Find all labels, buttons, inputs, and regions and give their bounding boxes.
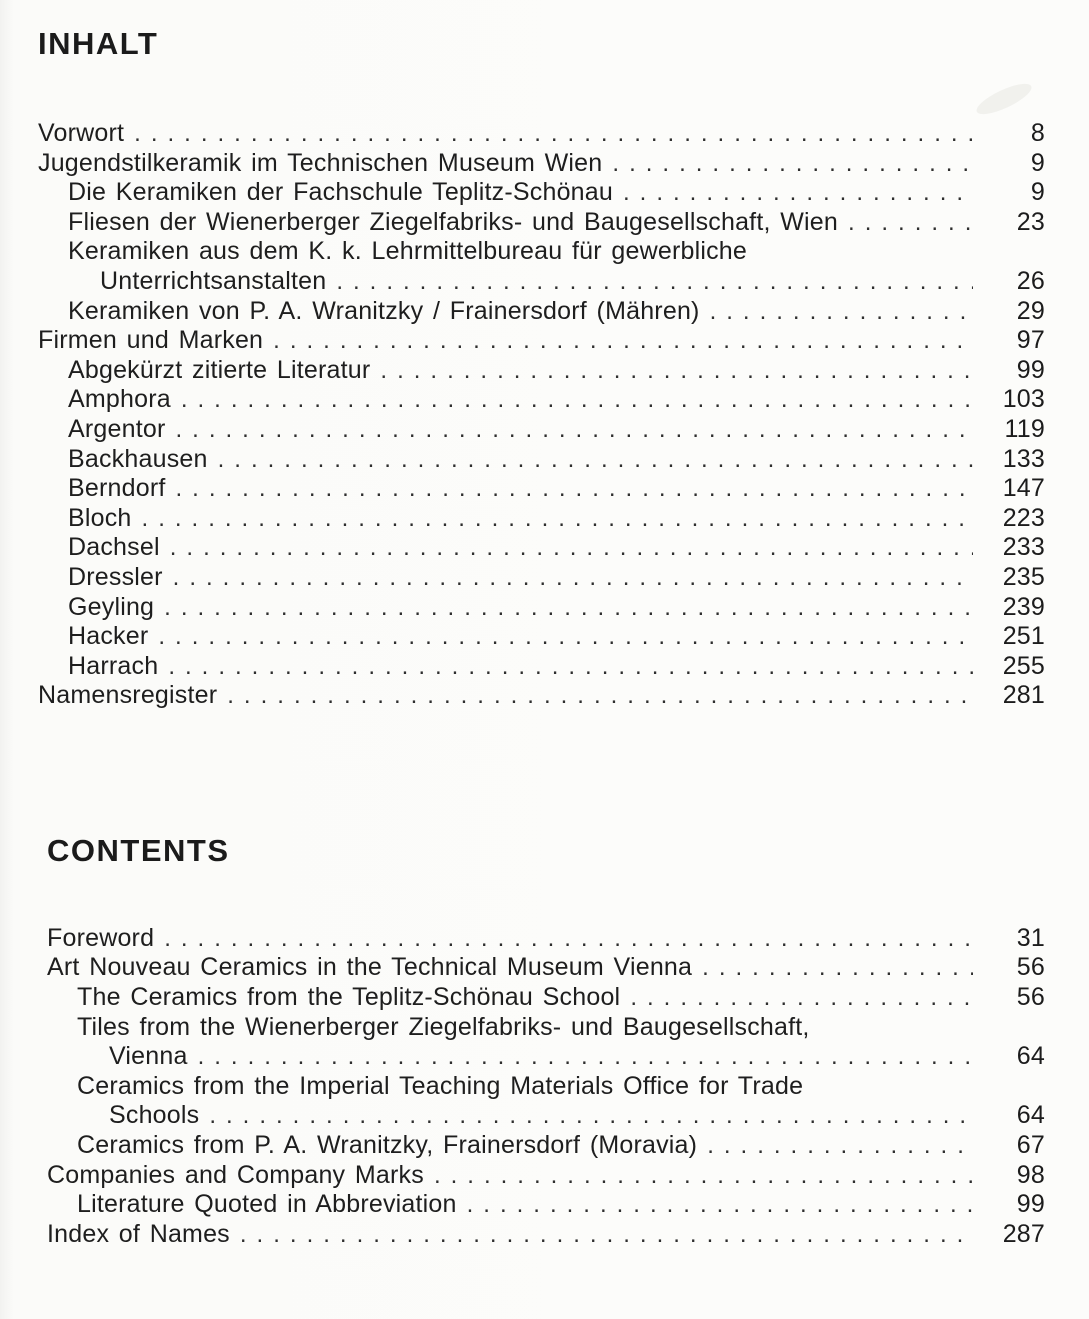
toc-entry-line [47,924,1045,954]
toc-entry-title: Schools [109,1101,200,1130]
toc-entry-line [38,563,1045,593]
page-number: 233 [1002,533,1045,562]
dot-leader [209,1101,973,1131]
toc-entry-title: Berndorf [68,474,166,503]
toc-entry-title: The Ceramics from the Teplitz-Schönau School [77,983,621,1012]
page-number: 23 [1016,207,1045,236]
page-number: 281 [1002,681,1045,710]
toc-entry-line [38,267,1045,297]
toc-entry-title: Hacker [68,622,149,651]
toc-entry-line [38,474,1045,504]
toc-entry-line [38,593,1045,623]
toc-entry-line [38,622,1045,652]
toc-entry-line [38,652,1045,682]
dot-leader [176,415,974,445]
dot-leader [170,533,973,563]
toc-entry-line [47,983,1045,1013]
page-number: 29 [1016,296,1045,325]
page-number: 251 [1002,622,1045,651]
toc-entry-line [38,445,1045,475]
toc-list-inhalt [38,119,1045,711]
page-number: 56 [1016,983,1045,1012]
toc-entry-title: Jugendstilkeramik im Technischen Museum Wien [38,148,603,177]
toc-entry-line [47,1190,1045,1220]
dot-leader [158,622,973,652]
dot-leader [218,445,973,475]
toc-entry-line [38,504,1045,534]
toc-entry-line [47,953,1045,983]
toc-entry-title: Namensregister [38,681,218,710]
toc-entry-title: Companies and Company Marks [47,1160,424,1189]
toc-entry-line [47,1013,1045,1043]
toc-entry-line [38,237,1045,267]
dot-leader [848,208,973,238]
toc-entry-title: Dachsel [68,533,160,562]
toc-entry-title: Vienna [109,1042,188,1071]
toc-entry-title: Amphora [68,385,171,414]
page-number: 64 [1016,1101,1045,1130]
page-number: 98 [1016,1160,1045,1189]
dot-leader [630,983,973,1013]
toc-entry-title: Ceramics from P. A. Wranitzky, Frainersdorf (Moravia) [77,1131,698,1160]
page-number: 97 [1016,326,1045,355]
toc-entry-title: Index of Names [47,1219,230,1248]
page-number: 223 [1002,503,1045,532]
page-number: 9 [1030,148,1045,177]
toc-entry-line [47,1131,1045,1161]
page-number: 287 [1002,1219,1045,1248]
dot-leader [710,297,973,327]
toc-entry-title: Unterrichtsanstalten [100,266,327,295]
dot-leader [240,1220,973,1250]
toc-entry-title: Ceramics from the Imperial Teaching Materials Office for Trade [77,1071,804,1100]
toc-entry-title: Vorwort [38,119,125,147]
toc-entry-title: Literature Quoted in Abbreviation [77,1190,457,1219]
dot-leader [173,563,973,593]
page-number: 8 [1030,119,1045,147]
toc-entry-line [38,208,1045,238]
toc-entry-title: Keramiken aus dem K. k. Lehrmittelbureau für gewerbliche [68,237,748,266]
dot-leader [134,119,973,149]
dot-leader [702,953,973,983]
page-number: 235 [1002,562,1045,591]
page-number: 99 [1016,1190,1045,1219]
dot-leader [434,1161,973,1191]
toc-entry-line [47,1042,1045,1072]
page-number: 31 [1016,923,1045,952]
toc-entry-line [38,178,1045,208]
toc-entry-line [38,385,1045,415]
page-number: 239 [1002,592,1045,621]
section-title-inhalt: INHALT [38,26,159,61]
section-title-contents: CONTENTS [47,832,230,868]
toc-entry-line [38,149,1045,179]
page-number: 147 [1002,474,1045,503]
toc-entry-line [38,533,1045,563]
toc-entry-line [47,1072,1045,1102]
dot-leader [176,474,974,504]
toc-entry-line [38,356,1045,386]
dot-leader [227,681,973,711]
toc-entry-line [38,326,1045,356]
dot-leader [467,1190,973,1220]
toc-entry-title: Art Nouveau Ceramics in the Technical Museum Vienna [47,953,693,982]
dot-leader [164,593,973,623]
dot-leader [623,178,973,208]
toc-entry-title: Die Keramiken der Fachschule Teplitz-Schönau [68,178,613,207]
toc-entry-title: Keramiken von P. A. Wranitzky / Frainersdorf (Mähren) [68,296,700,325]
toc-entry-line [38,681,1045,711]
page-number: 133 [1002,444,1045,473]
dot-leader [707,1131,973,1161]
page-number: 56 [1016,953,1045,982]
dot-leader [612,149,973,179]
page-number: 9 [1030,178,1045,207]
toc-entry-line [38,297,1045,327]
page-number: 64 [1016,1042,1045,1071]
toc-entry-line [47,1161,1045,1191]
toc-entry-line [47,1220,1045,1250]
toc-entry-title: Geyling [68,592,155,621]
dot-leader [380,356,973,386]
dot-leader [142,504,973,534]
section-inhalt [38,26,1045,711]
toc-entry-title: Foreword [47,923,155,952]
page-number: 103 [1002,385,1045,414]
toc-entry-line [38,415,1045,445]
dot-leader [336,267,973,297]
toc-entry-title: Firmen und Marken [38,326,264,355]
page-number: 119 [1004,414,1045,443]
section-contents [47,833,1045,1250]
toc-entry-title: Backhausen [68,444,208,473]
toc-entry-line [38,119,1045,149]
dot-leader [168,652,973,682]
toc-entry-title: Dressler [68,562,163,591]
toc-entry-title: Bloch [68,503,132,532]
toc-entry-title: Tiles from the Wienerberger Ziegelfabriks- und Baugesellschaft, [77,1012,810,1041]
toc-entry-title: Harrach [68,651,159,680]
toc-entry-title: Argentor [68,414,166,443]
dot-leader [273,326,973,356]
dot-leader [164,924,973,954]
dot-leader [198,1042,973,1072]
toc-entry-title: Abgekürzt zitierte Literatur [68,355,371,384]
dot-leader [181,385,973,415]
page-number: 255 [1002,651,1045,680]
toc-entry-line [47,1101,1045,1131]
page-number: 67 [1016,1131,1045,1160]
toc-entry-title: Fliesen der Wienerberger Ziegelfabriks- und Baugesellschaft, Wien [68,207,839,236]
toc-list-contents [47,924,1045,1250]
page-number: 99 [1016,355,1045,384]
page-number: 26 [1016,266,1045,295]
